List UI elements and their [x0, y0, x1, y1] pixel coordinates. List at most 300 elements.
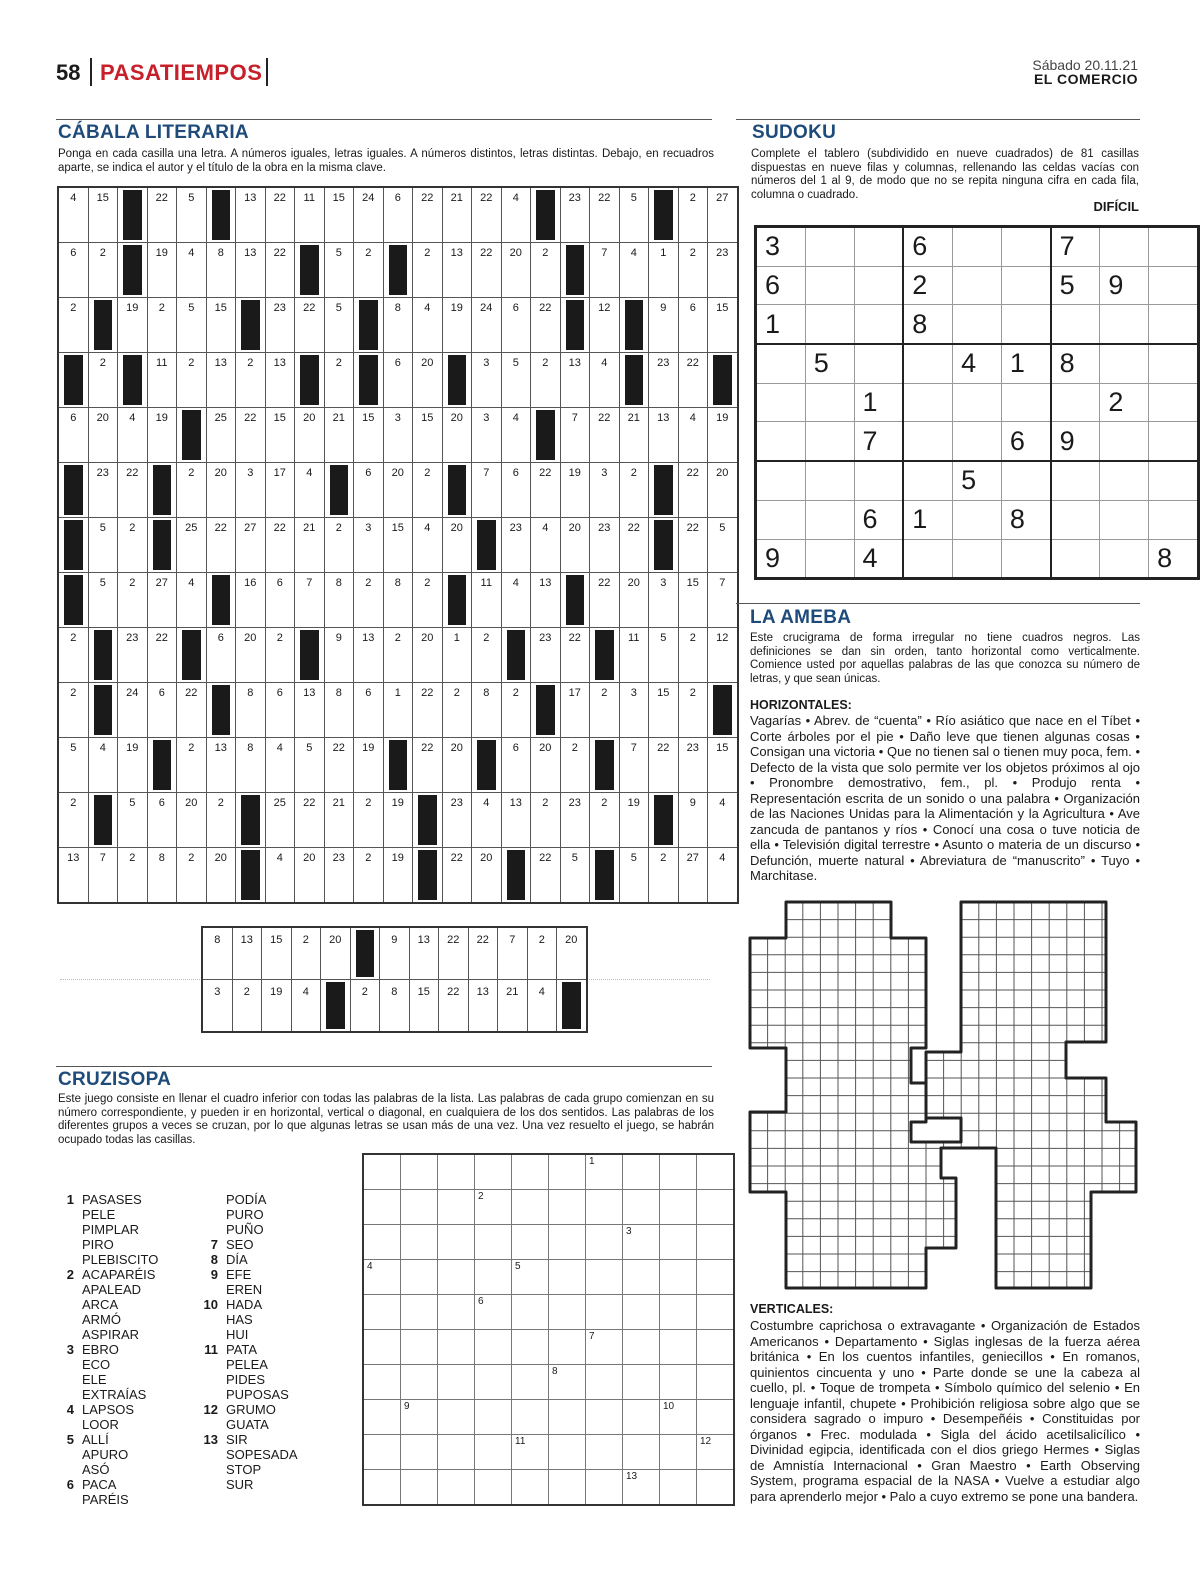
- letter-cell[interactable]: [590, 683, 620, 738]
- sudoku-empty-cell[interactable]: [854, 227, 903, 267]
- sudoku-empty-cell[interactable]: [1149, 461, 1199, 500]
- letter-cell[interactable]: [560, 187, 590, 243]
- cruzisopa-cell[interactable]: [586, 1400, 623, 1435]
- letter-cell[interactable]: [58, 628, 88, 683]
- letter-cell[interactable]: [498, 980, 528, 1033]
- letter-cell[interactable]: [354, 628, 384, 683]
- letter-cell[interactable]: [649, 628, 679, 683]
- letter-cell[interactable]: [265, 187, 295, 243]
- cruzisopa-cell[interactable]: [623, 1190, 660, 1225]
- letter-cell[interactable]: [88, 243, 118, 298]
- letter-cell[interactable]: [383, 518, 413, 573]
- letter-cell[interactable]: [468, 927, 498, 980]
- letter-cell[interactable]: [678, 848, 708, 904]
- letter-cell[interactable]: [708, 848, 738, 904]
- cruzisopa-cell[interactable]: [586, 1260, 623, 1295]
- letter-cell[interactable]: [265, 518, 295, 573]
- letter-cell[interactable]: [295, 187, 325, 243]
- cruzisopa-cell[interactable]: [586, 1154, 623, 1190]
- letter-cell[interactable]: [383, 187, 413, 243]
- letter-cell[interactable]: [236, 187, 266, 243]
- sudoku-empty-cell[interactable]: [854, 344, 903, 383]
- cruzisopa-cell[interactable]: [438, 1295, 475, 1330]
- letter-cell[interactable]: [147, 408, 177, 463]
- cruzisopa-cell[interactable]: [363, 1400, 401, 1435]
- letter-cell[interactable]: [383, 463, 413, 518]
- cruzisopa-cell[interactable]: [623, 1260, 660, 1295]
- letter-cell[interactable]: [295, 793, 325, 848]
- letter-cell[interactable]: [442, 518, 472, 573]
- letter-cell[interactable]: [206, 848, 236, 904]
- letter-cell[interactable]: [265, 848, 295, 904]
- letter-cell[interactable]: [295, 848, 325, 904]
- letter-cell[interactable]: [678, 408, 708, 463]
- letter-cell[interactable]: [442, 848, 472, 904]
- letter-cell[interactable]: [531, 793, 561, 848]
- cruzisopa-cell[interactable]: [697, 1225, 735, 1260]
- letter-cell[interactable]: [678, 573, 708, 628]
- cruzisopa-cell[interactable]: [363, 1225, 401, 1260]
- cruzisopa-cell[interactable]: [475, 1190, 512, 1225]
- letter-cell[interactable]: [88, 518, 118, 573]
- letter-cell[interactable]: [58, 298, 88, 353]
- letter-cell[interactable]: [678, 243, 708, 298]
- letter-cell[interactable]: [262, 980, 292, 1033]
- letter-cell[interactable]: [324, 738, 354, 793]
- letter-cell[interactable]: [413, 463, 443, 518]
- letter-cell[interactable]: [472, 298, 502, 353]
- letter-cell[interactable]: [472, 408, 502, 463]
- letter-cell[interactable]: [413, 573, 443, 628]
- letter-cell[interactable]: [472, 848, 502, 904]
- letter-cell[interactable]: [383, 573, 413, 628]
- sudoku-empty-cell[interactable]: [1100, 500, 1149, 539]
- letter-cell[interactable]: [232, 927, 262, 980]
- cruzisopa-cell[interactable]: [549, 1365, 586, 1400]
- letter-cell[interactable]: [501, 683, 531, 738]
- cruzisopa-cell[interactable]: [660, 1260, 697, 1295]
- letter-cell[interactable]: [118, 738, 148, 793]
- letter-cell[interactable]: [413, 518, 443, 573]
- letter-cell[interactable]: [649, 408, 679, 463]
- letter-cell[interactable]: [590, 187, 620, 243]
- cruzisopa-cell[interactable]: [660, 1190, 697, 1225]
- letter-cell[interactable]: [354, 738, 384, 793]
- letter-cell[interactable]: [708, 463, 738, 518]
- letter-cell[interactable]: [324, 573, 354, 628]
- letter-cell[interactable]: [236, 628, 266, 683]
- letter-cell[interactable]: [88, 408, 118, 463]
- cruzisopa-cell[interactable]: [697, 1190, 735, 1225]
- cruzisopa-cell[interactable]: [586, 1470, 623, 1506]
- letter-cell[interactable]: [649, 683, 679, 738]
- cruzisopa-cell[interactable]: [401, 1190, 438, 1225]
- cabala-grid[interactable]: [57, 186, 739, 904]
- cruzisopa-cell[interactable]: [586, 1365, 623, 1400]
- letter-cell[interactable]: [202, 927, 232, 980]
- cruzisopa-cell[interactable]: [438, 1435, 475, 1470]
- cruzisopa-cell[interactable]: [363, 1365, 401, 1400]
- letter-cell[interactable]: [147, 298, 177, 353]
- letter-cell[interactable]: [350, 980, 380, 1033]
- cruzisopa-cell[interactable]: [438, 1330, 475, 1365]
- letter-cell[interactable]: [354, 518, 384, 573]
- cruzisopa-cell[interactable]: [512, 1295, 549, 1330]
- cruzisopa-cell[interactable]: [586, 1330, 623, 1365]
- cruzisopa-cell[interactable]: [623, 1435, 660, 1470]
- letter-cell[interactable]: [383, 298, 413, 353]
- cruzisopa-cell[interactable]: [363, 1154, 401, 1190]
- cruzisopa-cell[interactable]: [512, 1365, 549, 1400]
- letter-cell[interactable]: [619, 738, 649, 793]
- cruzisopa-cell[interactable]: [549, 1154, 586, 1190]
- letter-cell[interactable]: [354, 848, 384, 904]
- cruzisopa-cell[interactable]: [475, 1435, 512, 1470]
- cruzisopa-cell[interactable]: [438, 1225, 475, 1260]
- letter-cell[interactable]: [409, 980, 439, 1033]
- sudoku-empty-cell[interactable]: [1100, 461, 1149, 500]
- letter-cell[interactable]: [678, 353, 708, 408]
- letter-cell[interactable]: [383, 408, 413, 463]
- letter-cell[interactable]: [531, 738, 561, 793]
- sudoku-empty-cell[interactable]: [1001, 305, 1050, 344]
- letter-cell[interactable]: [147, 573, 177, 628]
- letter-cell[interactable]: [324, 243, 354, 298]
- sudoku-empty-cell[interactable]: [1100, 539, 1149, 579]
- letter-cell[interactable]: [498, 927, 528, 980]
- letter-cell[interactable]: [678, 683, 708, 738]
- letter-cell[interactable]: [531, 243, 561, 298]
- sudoku-empty-cell[interactable]: [854, 305, 903, 344]
- letter-cell[interactable]: [619, 408, 649, 463]
- letter-cell[interactable]: [619, 573, 649, 628]
- cruzisopa-cell[interactable]: [623, 1330, 660, 1365]
- letter-cell[interactable]: [262, 927, 292, 980]
- letter-cell[interactable]: [324, 683, 354, 738]
- letter-cell[interactable]: [560, 518, 590, 573]
- letter-cell[interactable]: [206, 518, 236, 573]
- sudoku-empty-cell[interactable]: [903, 344, 952, 383]
- letter-cell[interactable]: [265, 463, 295, 518]
- letter-cell[interactable]: [442, 628, 472, 683]
- letter-cell[interactable]: [619, 848, 649, 904]
- sudoku-empty-cell[interactable]: [953, 266, 1002, 305]
- letter-cell[interactable]: [324, 628, 354, 683]
- letter-cell[interactable]: [619, 793, 649, 848]
- letter-cell[interactable]: [649, 298, 679, 353]
- letter-cell[interactable]: [265, 243, 295, 298]
- sudoku-empty-cell[interactable]: [1149, 266, 1199, 305]
- cruzisopa-cell[interactable]: [512, 1435, 549, 1470]
- letter-cell[interactable]: [560, 683, 590, 738]
- letter-cell[interactable]: [88, 353, 118, 408]
- sudoku-empty-cell[interactable]: [756, 383, 806, 422]
- letter-cell[interactable]: [295, 298, 325, 353]
- sudoku-empty-cell[interactable]: [1100, 422, 1149, 461]
- letter-cell[interactable]: [442, 408, 472, 463]
- letter-cell[interactable]: [118, 848, 148, 904]
- letter-cell[interactable]: [265, 298, 295, 353]
- letter-cell[interactable]: [383, 683, 413, 738]
- cruzisopa-cell[interactable]: [401, 1154, 438, 1190]
- cruzisopa-cell[interactable]: [586, 1435, 623, 1470]
- letter-cell[interactable]: [118, 573, 148, 628]
- cruzisopa-cell[interactable]: [660, 1365, 697, 1400]
- sudoku-empty-cell[interactable]: [903, 461, 952, 500]
- letter-cell[interactable]: [147, 243, 177, 298]
- cruzisopa-cell[interactable]: [586, 1190, 623, 1225]
- cruzisopa-cell[interactable]: [697, 1365, 735, 1400]
- sudoku-empty-cell[interactable]: [1149, 227, 1199, 267]
- letter-cell[interactable]: [177, 738, 207, 793]
- sudoku-empty-cell[interactable]: [1001, 461, 1050, 500]
- letter-cell[interactable]: [501, 738, 531, 793]
- sudoku-empty-cell[interactable]: [1051, 461, 1100, 500]
- letter-cell[interactable]: [324, 848, 354, 904]
- cruzisopa-cell[interactable]: [697, 1435, 735, 1470]
- sudoku-empty-cell[interactable]: [1001, 266, 1050, 305]
- cruzisopa-cell[interactable]: [660, 1330, 697, 1365]
- cruzisopa-cell[interactable]: [512, 1330, 549, 1365]
- cruzisopa-cell[interactable]: [401, 1400, 438, 1435]
- letter-cell[interactable]: [177, 463, 207, 518]
- cruzisopa-cell[interactable]: [549, 1330, 586, 1365]
- letter-cell[interactable]: [177, 518, 207, 573]
- letter-cell[interactable]: [649, 243, 679, 298]
- letter-cell[interactable]: [531, 848, 561, 904]
- letter-cell[interactable]: [295, 738, 325, 793]
- letter-cell[interactable]: [324, 187, 354, 243]
- letter-cell[interactable]: [439, 927, 469, 980]
- cruzisopa-cell[interactable]: [475, 1260, 512, 1295]
- letter-cell[interactable]: [147, 628, 177, 683]
- sudoku-empty-cell[interactable]: [805, 266, 854, 305]
- letter-cell[interactable]: [590, 573, 620, 628]
- cruzisopa-cell[interactable]: [401, 1295, 438, 1330]
- letter-cell[interactable]: [354, 573, 384, 628]
- letter-cell[interactable]: [708, 793, 738, 848]
- letter-cell[interactable]: [590, 518, 620, 573]
- sudoku-empty-cell[interactable]: [903, 383, 952, 422]
- letter-cell[interactable]: [439, 980, 469, 1033]
- letter-cell[interactable]: [649, 848, 679, 904]
- letter-cell[interactable]: [590, 353, 620, 408]
- cruzisopa-cell[interactable]: [623, 1225, 660, 1260]
- letter-cell[interactable]: [177, 353, 207, 408]
- cruzisopa-cell[interactable]: [512, 1154, 549, 1190]
- cruzisopa-cell[interactable]: [549, 1190, 586, 1225]
- letter-cell[interactable]: [236, 243, 266, 298]
- cruzisopa-cell[interactable]: [363, 1295, 401, 1330]
- letter-cell[interactable]: [442, 298, 472, 353]
- letter-cell[interactable]: [442, 793, 472, 848]
- sudoku-empty-cell[interactable]: [1100, 344, 1149, 383]
- cruzisopa-cell[interactable]: [623, 1365, 660, 1400]
- letter-cell[interactable]: [177, 683, 207, 738]
- letter-cell[interactable]: [413, 298, 443, 353]
- letter-cell[interactable]: [501, 187, 531, 243]
- sudoku-empty-cell[interactable]: [1149, 383, 1199, 422]
- letter-cell[interactable]: [118, 628, 148, 683]
- letter-cell[interactable]: [58, 738, 88, 793]
- letter-cell[interactable]: [472, 243, 502, 298]
- cruzisopa-cell[interactable]: [623, 1154, 660, 1190]
- letter-cell[interactable]: [501, 793, 531, 848]
- cruzisopa-cell[interactable]: [401, 1435, 438, 1470]
- letter-cell[interactable]: [354, 408, 384, 463]
- cruzisopa-cell[interactable]: [623, 1470, 660, 1506]
- letter-cell[interactable]: [147, 793, 177, 848]
- letter-cell[interactable]: [472, 187, 502, 243]
- letter-cell[interactable]: [472, 793, 502, 848]
- sudoku-empty-cell[interactable]: [1051, 305, 1100, 344]
- sudoku-empty-cell[interactable]: [805, 305, 854, 344]
- cruzisopa-cell[interactable]: [475, 1295, 512, 1330]
- letter-cell[interactable]: [206, 738, 236, 793]
- cruzisopa-cell[interactable]: [363, 1330, 401, 1365]
- sudoku-empty-cell[interactable]: [953, 422, 1002, 461]
- letter-cell[interactable]: [177, 243, 207, 298]
- sudoku-empty-cell[interactable]: [953, 539, 1002, 579]
- cruzisopa-cell[interactable]: [475, 1154, 512, 1190]
- sudoku-empty-cell[interactable]: [1051, 500, 1100, 539]
- letter-cell[interactable]: [413, 243, 443, 298]
- letter-cell[interactable]: [354, 463, 384, 518]
- letter-cell[interactable]: [324, 518, 354, 573]
- letter-cell[interactable]: [206, 628, 236, 683]
- letter-cell[interactable]: [413, 628, 443, 683]
- letter-cell[interactable]: [590, 408, 620, 463]
- letter-cell[interactable]: [383, 353, 413, 408]
- sudoku-empty-cell[interactable]: [1001, 539, 1050, 579]
- letter-cell[interactable]: [232, 980, 262, 1033]
- letter-cell[interactable]: [472, 463, 502, 518]
- letter-cell[interactable]: [442, 187, 472, 243]
- sudoku-empty-cell[interactable]: [1100, 305, 1149, 344]
- letter-cell[interactable]: [472, 573, 502, 628]
- letter-cell[interactable]: [501, 243, 531, 298]
- cruzisopa-cell[interactable]: [401, 1225, 438, 1260]
- sudoku-empty-cell[interactable]: [1149, 344, 1199, 383]
- letter-cell[interactable]: [118, 463, 148, 518]
- cruzisopa-cell[interactable]: [549, 1295, 586, 1330]
- letter-cell[interactable]: [265, 573, 295, 628]
- letter-cell[interactable]: [202, 980, 232, 1033]
- sudoku-grid[interactable]: [754, 225, 1200, 580]
- letter-cell[interactable]: [708, 628, 738, 683]
- letter-cell[interactable]: [265, 628, 295, 683]
- cruzisopa-cell[interactable]: [697, 1330, 735, 1365]
- letter-cell[interactable]: [590, 243, 620, 298]
- cruzisopa-cell[interactable]: [363, 1435, 401, 1470]
- letter-cell[interactable]: [354, 187, 384, 243]
- cruzisopa-cell[interactable]: [697, 1470, 735, 1506]
- letter-cell[interactable]: [295, 573, 325, 628]
- letter-cell[interactable]: [442, 738, 472, 793]
- sudoku-empty-cell[interactable]: [903, 539, 952, 579]
- letter-cell[interactable]: [118, 793, 148, 848]
- letter-cell[interactable]: [531, 463, 561, 518]
- letter-cell[interactable]: [265, 353, 295, 408]
- cruzisopa-cell[interactable]: [475, 1225, 512, 1260]
- letter-cell[interactable]: [560, 848, 590, 904]
- letter-cell[interactable]: [590, 463, 620, 518]
- letter-cell[interactable]: [58, 408, 88, 463]
- cruzisopa-cell[interactable]: [660, 1154, 697, 1190]
- cruzisopa-cell[interactable]: [660, 1295, 697, 1330]
- letter-cell[interactable]: [118, 683, 148, 738]
- cruzisopa-cell[interactable]: [401, 1470, 438, 1506]
- sudoku-empty-cell[interactable]: [805, 422, 854, 461]
- cruzisopa-cell[interactable]: [660, 1400, 697, 1435]
- letter-cell[interactable]: [265, 408, 295, 463]
- cruzisopa-cell[interactable]: [623, 1400, 660, 1435]
- letter-cell[interactable]: [531, 298, 561, 353]
- letter-cell[interactable]: [88, 187, 118, 243]
- letter-cell[interactable]: [560, 738, 590, 793]
- letter-cell[interactable]: [413, 187, 443, 243]
- cruzisopa-cell[interactable]: [623, 1295, 660, 1330]
- sudoku-empty-cell[interactable]: [1001, 227, 1050, 267]
- cruzisopa-cell[interactable]: [475, 1470, 512, 1506]
- letter-cell[interactable]: [501, 298, 531, 353]
- sudoku-empty-cell[interactable]: [1051, 539, 1100, 579]
- letter-cell[interactable]: [206, 463, 236, 518]
- letter-cell[interactable]: [708, 187, 738, 243]
- letter-cell[interactable]: [590, 298, 620, 353]
- letter-cell[interactable]: [649, 738, 679, 793]
- letter-cell[interactable]: [619, 683, 649, 738]
- cruzisopa-cell[interactable]: [660, 1225, 697, 1260]
- sudoku-empty-cell[interactable]: [953, 500, 1002, 539]
- letter-cell[interactable]: [88, 848, 118, 904]
- cruzisopa-cell[interactable]: [586, 1225, 623, 1260]
- letter-cell[interactable]: [383, 848, 413, 904]
- letter-cell[interactable]: [531, 353, 561, 408]
- letter-cell[interactable]: [380, 927, 410, 980]
- letter-cell[interactable]: [619, 463, 649, 518]
- cruzisopa-cell[interactable]: [363, 1190, 401, 1225]
- cruzisopa-cell[interactable]: [475, 1365, 512, 1400]
- sudoku-empty-cell[interactable]: [854, 266, 903, 305]
- letter-cell[interactable]: [442, 683, 472, 738]
- letter-cell[interactable]: [58, 243, 88, 298]
- sudoku-empty-cell[interactable]: [1051, 383, 1100, 422]
- letter-cell[interactable]: [58, 848, 88, 904]
- letter-cell[interactable]: [619, 628, 649, 683]
- letter-cell[interactable]: [468, 980, 498, 1033]
- cruzisopa-cell[interactable]: [512, 1225, 549, 1260]
- cruzisopa-cell[interactable]: [549, 1260, 586, 1295]
- letter-cell[interactable]: [236, 353, 266, 408]
- letter-cell[interactable]: [147, 187, 177, 243]
- sudoku-empty-cell[interactable]: [756, 500, 806, 539]
- letter-cell[interactable]: [442, 243, 472, 298]
- sudoku-empty-cell[interactable]: [1149, 422, 1199, 461]
- letter-cell[interactable]: [678, 187, 708, 243]
- letter-cell[interactable]: [236, 738, 266, 793]
- sudoku-empty-cell[interactable]: [805, 227, 854, 267]
- sudoku-empty-cell[interactable]: [756, 422, 806, 461]
- letter-cell[interactable]: [501, 463, 531, 518]
- cruzisopa-grid[interactable]: [362, 1153, 735, 1506]
- cruzisopa-cell[interactable]: [438, 1365, 475, 1400]
- letter-cell[interactable]: [324, 793, 354, 848]
- letter-cell[interactable]: [531, 518, 561, 573]
- sudoku-empty-cell[interactable]: [953, 227, 1002, 267]
- cruzisopa-cell[interactable]: [512, 1260, 549, 1295]
- letter-cell[interactable]: [413, 353, 443, 408]
